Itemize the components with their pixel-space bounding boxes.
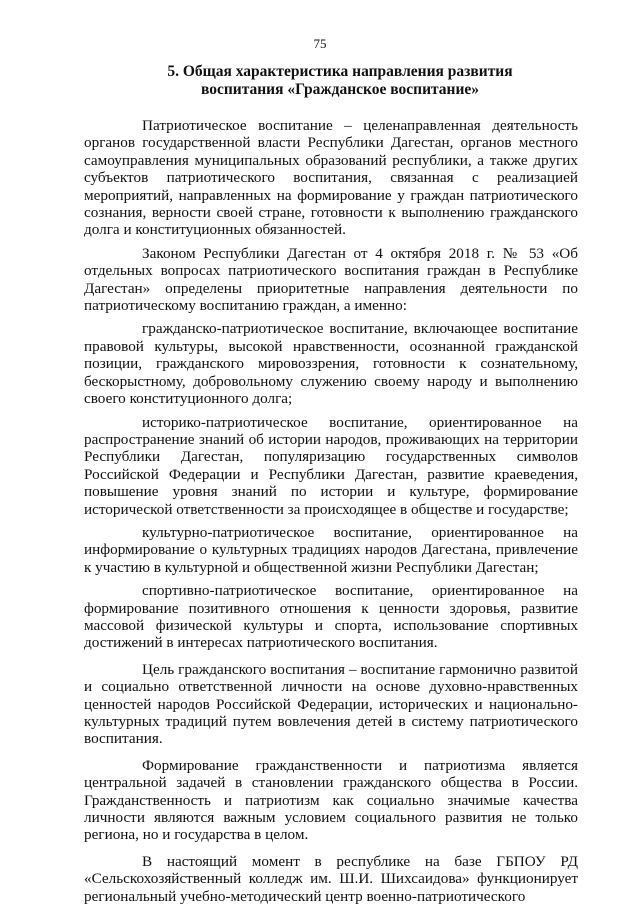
paragraph-law: Законом Республики Дагестан от 4 октября 2018 г. № 53 «Об отдельных вопросах патриотического воспитания граждан в Республике Дагестан» определены приоритетные направления деятельности по патриотическому воспитанию граждан, а именно: [84, 244, 578, 315]
section-heading-line-1: 5. Общая характеристика направления развития [167, 63, 513, 80]
list-item-sports: спортивно-патриотическое воспитание, ориентированное на формирование позитивного отношения к ценности здоровья, развитие массовой физической культуры и спорта, использование спортивных достижений в интересах патриотического воспитания. [84, 582, 578, 652]
paragraph-center: В настоящий момент в республике на базе ГБПОУ РД «Сельскохозяйственный колледж им. Ш.И. Шихсаидова» функционирует региональный учебно-методический центр военно-патриотического [84, 852, 578, 905]
paragraph-definition: Патриотическое воспитание – целенаправленная деятельность органов государственной власти Республики Дагестан, органов местного самоуправления муниципальных образований республики, а также других субъектов патриотического воспитания, связанная с реализацией мероприятий, направленных на формирование у граждан патриотического сознания, верности своей стране, готовности к выполнению гражданского долга и конституционных обязанностей. [84, 117, 578, 239]
page-number: 75 [313, 36, 327, 51]
paragraph-goal: Цель гражданского воспитания – воспитание гармонично развитой и социально ответственной личности на основе духовно-нравственных ценностей народов Российской Федерации, исторических и национально-культурных традиций путем вовлечения детей в систему патриотического воспитания. [84, 660, 578, 748]
list-item-historical: историко-патриотическое воспитание, ориентированное на распространение знаний об истории народов, проживающих на территории Республики Дагестан, популяризацию государственных символов Российской Федерации и Республики Дагестан, развитие краеведения, повышение уровня знаний по истории и культуре, формирование исторической ответственности за происходящее в обществе и государстве; [84, 413, 578, 518]
section-heading-line-2: воспитания «Гражданское воспитание» [200, 81, 480, 98]
list-item-civic: гражданско-патриотическое воспитание, включающее воспитание правовой культуры, высокой нравственности, осознанной гражданской позиции, гражданского мировоззрения, готовности к сознательному, бескорыстному, добровольному служению своему народу и выполнению своего конституционного долга; [84, 320, 578, 408]
section-heading [90, 63, 590, 99]
paragraph-citizenship: Формирование гражданственности и патриотизма является центральной задачей в становлении гражданского общества в России. Гражданственность и патриотизм как социально значимые качества личности являются важным условием социального развития не только региона, но и государства в целом. [84, 756, 578, 844]
list-item-cultural: культурно-патриотическое воспитание, ориентированное на информирование о культурных традициях народов Дагестана, привлечение к участию в культурной и общественной жизни Республики Дагестан; [84, 523, 578, 576]
document-body [84, 117, 578, 905]
